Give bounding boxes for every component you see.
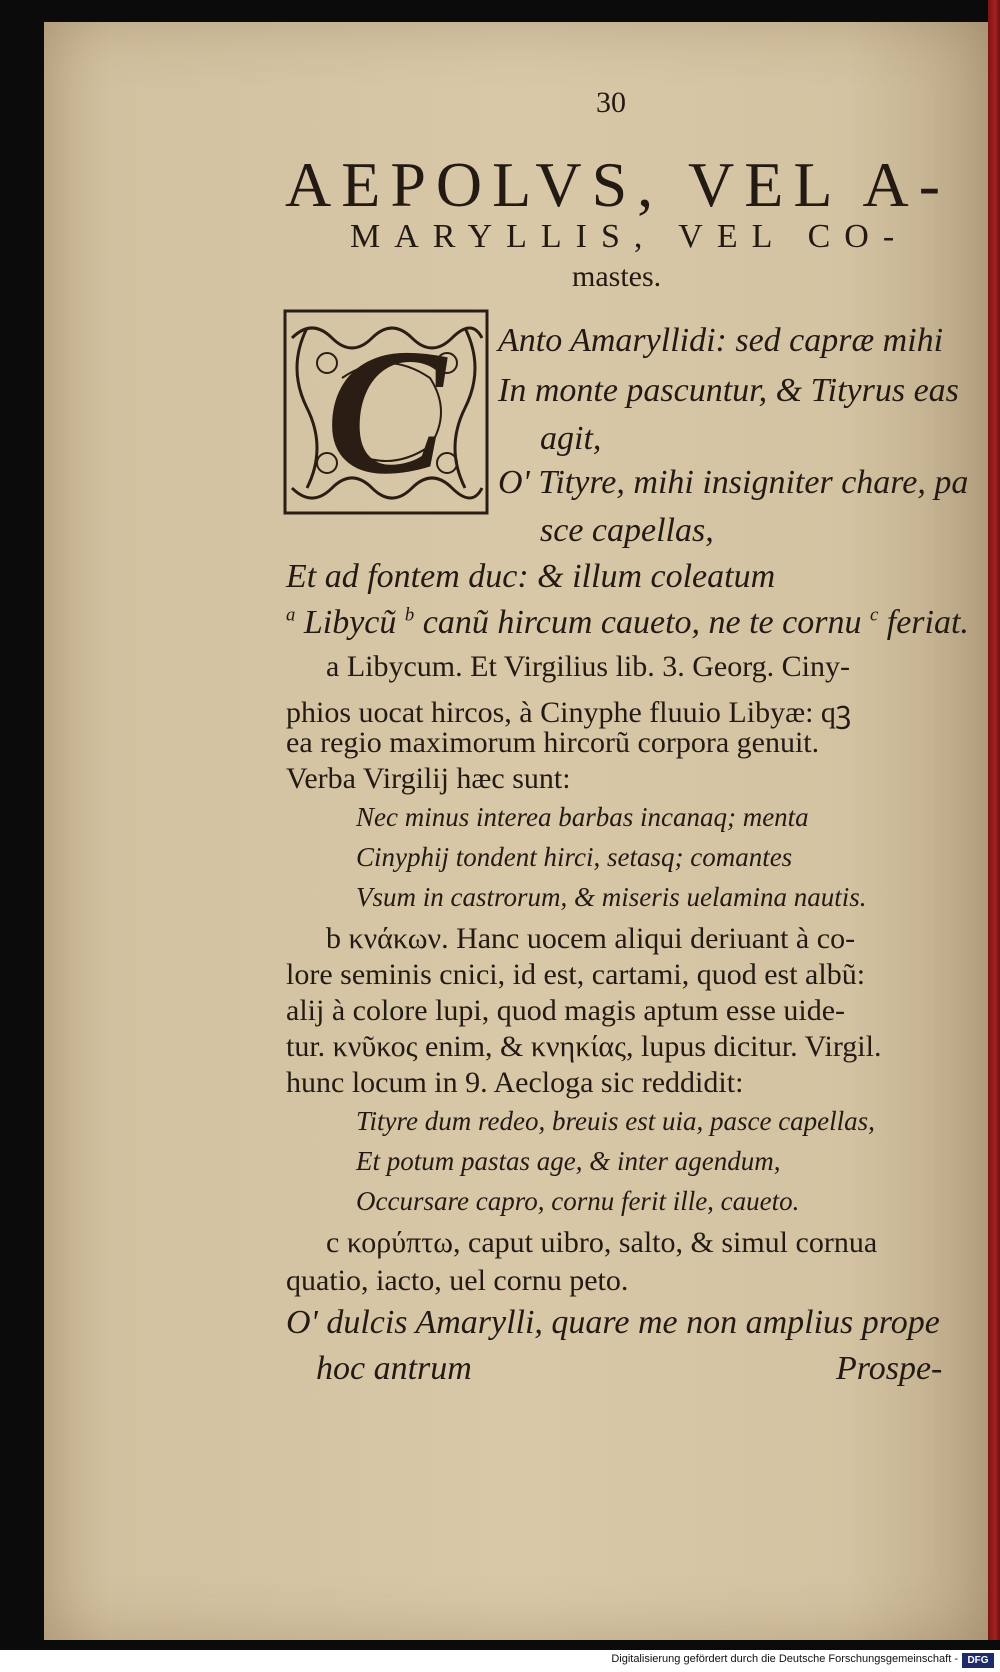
commentary-line: quatio, iacto, uel cornu peto. xyxy=(286,1264,629,1297)
verse-line: O' dulcis Amarylli, quare me non amplius prope xyxy=(286,1304,940,1341)
verse-line: hoc antrum xyxy=(316,1350,472,1387)
catchword: Prospe- xyxy=(836,1350,943,1387)
quote-line: Vsum in castrorum, & miseris uelamina nautis. xyxy=(356,882,867,912)
verse-line: O' Tityre, mihi insigniter chare, pa xyxy=(498,464,969,501)
verse-line: Anto Amaryllidi: sed capræ mihi xyxy=(498,322,944,359)
verse-line: Et ad fontem duc: & illum coleatum xyxy=(286,558,776,595)
verse-line: agit, xyxy=(540,420,602,457)
title-line-1: AEPOLVS, VEL A- xyxy=(285,149,951,220)
title-line-2: MARYLLIS, VEL CO- xyxy=(350,218,909,255)
funding-credit: Digitalisierung gefördert durch die Deutsche Forschungsgemeinschaft - xyxy=(611,1653,958,1665)
drop-cap-letter: C xyxy=(325,312,447,511)
commentary-line: c κορύπτω, caput uibro, salto, & simul cornua xyxy=(326,1226,878,1259)
footer-bar xyxy=(0,1650,1000,1672)
quote-line: Et potum pastas age, & inter agendum, xyxy=(356,1146,781,1176)
quote-line: Occursare capro, cornu ferit ille, caueto. xyxy=(356,1186,800,1216)
commentary-line: b κνάκων. Hanc uocem aliqui deriuant à co- xyxy=(326,922,856,955)
page-number: 30 xyxy=(596,86,626,119)
verse-line-with-notes: $^a$ Libycũ $^b$ canũ hircum caueto, ne te cornu $^c$ feriat. xyxy=(286,604,969,641)
ornamental-initial xyxy=(282,308,490,516)
verse-line: sce capellas, xyxy=(540,512,714,549)
commentary-line: hunc locum in 9. Aecloga sic reddidit: xyxy=(286,1066,744,1099)
quote-line: Tityre dum redeo, breuis est uia, pasce capellas, xyxy=(356,1106,875,1136)
commentary-line: alij à colore lupi, quod magis aptum esse uide- xyxy=(286,994,846,1027)
title-line-3: mastes. xyxy=(572,260,662,293)
commentary-line: a Libycum. Et Virgilius lib. 3. Georg. Ciny- xyxy=(326,650,851,683)
commentary-line: tur. κνῦκος enim, & κνηκίας, lupus dicitur. Virgil. xyxy=(286,1030,882,1063)
quote-line: Nec minus interea barbas incanaq; menta xyxy=(356,802,809,832)
commentary-line: lore seminis cnici, id est, cartami, quod est albũ: xyxy=(286,958,866,991)
commentary-line: ea regio maximorum hircorũ corpora genuit. xyxy=(286,726,820,759)
dfg-logo: DFG xyxy=(962,1653,994,1668)
commentary-line: phios uocat hircos, à Cinyphe fluuio Libyæ: qꝫ xyxy=(286,696,852,729)
quote-line: Cinyphij tondent hirci, setasq; comantes xyxy=(356,842,793,872)
verse-line: In monte pascuntur, & Tityrus eas xyxy=(498,372,959,409)
commentary-line: Verba Virgilij hæc sunt: xyxy=(286,762,571,795)
